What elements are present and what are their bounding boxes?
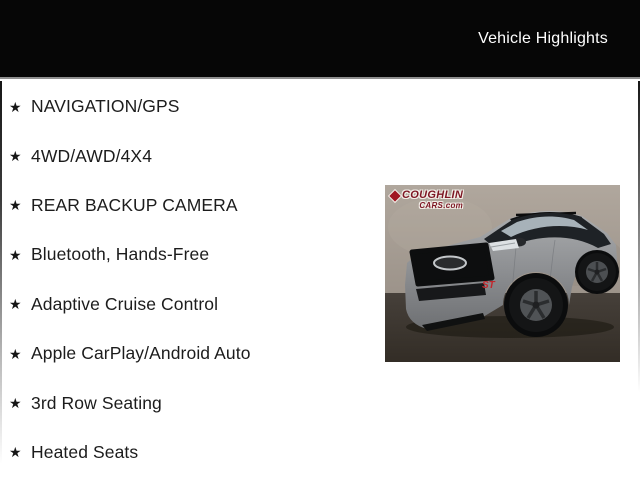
list-item <box>9 280 251 329</box>
highlight-label: 4WD/AWD/4X4 <box>31 145 153 166</box>
highlight-label: 3rd Row Seating <box>31 392 162 413</box>
dealer-watermark <box>391 190 463 210</box>
st-badge: ST <box>482 280 495 291</box>
star-bullet-icon: ★ <box>9 98 22 115</box>
front-wheel-icon <box>509 278 563 332</box>
highlight-label: Bluetooth, Hands-Free <box>31 244 210 265</box>
list-item <box>9 378 251 427</box>
list-item <box>9 181 251 230</box>
list-item <box>9 131 251 180</box>
highlight-label: Apple CarPlay/Android Auto <box>31 343 251 364</box>
highlight-label: Heated Seats <box>31 441 139 462</box>
highlights-list <box>9 82 251 477</box>
highlight-label: NAVIGATION/GPS <box>31 96 180 117</box>
list-item <box>9 82 251 131</box>
left-edge-line <box>0 81 2 480</box>
star-bullet-icon: ★ <box>9 148 22 165</box>
list-item <box>9 428 251 477</box>
watermark-line1: COUGHLIN <box>402 189 464 201</box>
star-bullet-icon: ★ <box>9 395 22 412</box>
star-bullet-icon: ★ <box>9 345 22 362</box>
star-bullet-icon: ★ <box>9 444 22 461</box>
star-bullet-icon: ★ <box>9 246 22 263</box>
star-bullet-icon: ★ <box>9 197 22 214</box>
coughlin-logo-icon <box>389 190 400 201</box>
highlight-label: REAR BACKUP CAMERA <box>31 194 238 215</box>
vehicle-photo <box>385 185 620 362</box>
ford-oval-badge <box>434 257 466 270</box>
list-item <box>9 230 251 279</box>
star-bullet-icon: ★ <box>9 296 22 313</box>
header-bar <box>0 0 640 79</box>
page-title: Vehicle Highlights <box>478 29 608 47</box>
watermark-line2: CARS.com <box>419 201 464 210</box>
rear-wheel-icon <box>578 253 616 291</box>
list-item <box>9 329 251 378</box>
highlight-label: Adaptive Cruise Control <box>31 293 219 314</box>
vehicle-photo-illustration <box>385 185 620 362</box>
